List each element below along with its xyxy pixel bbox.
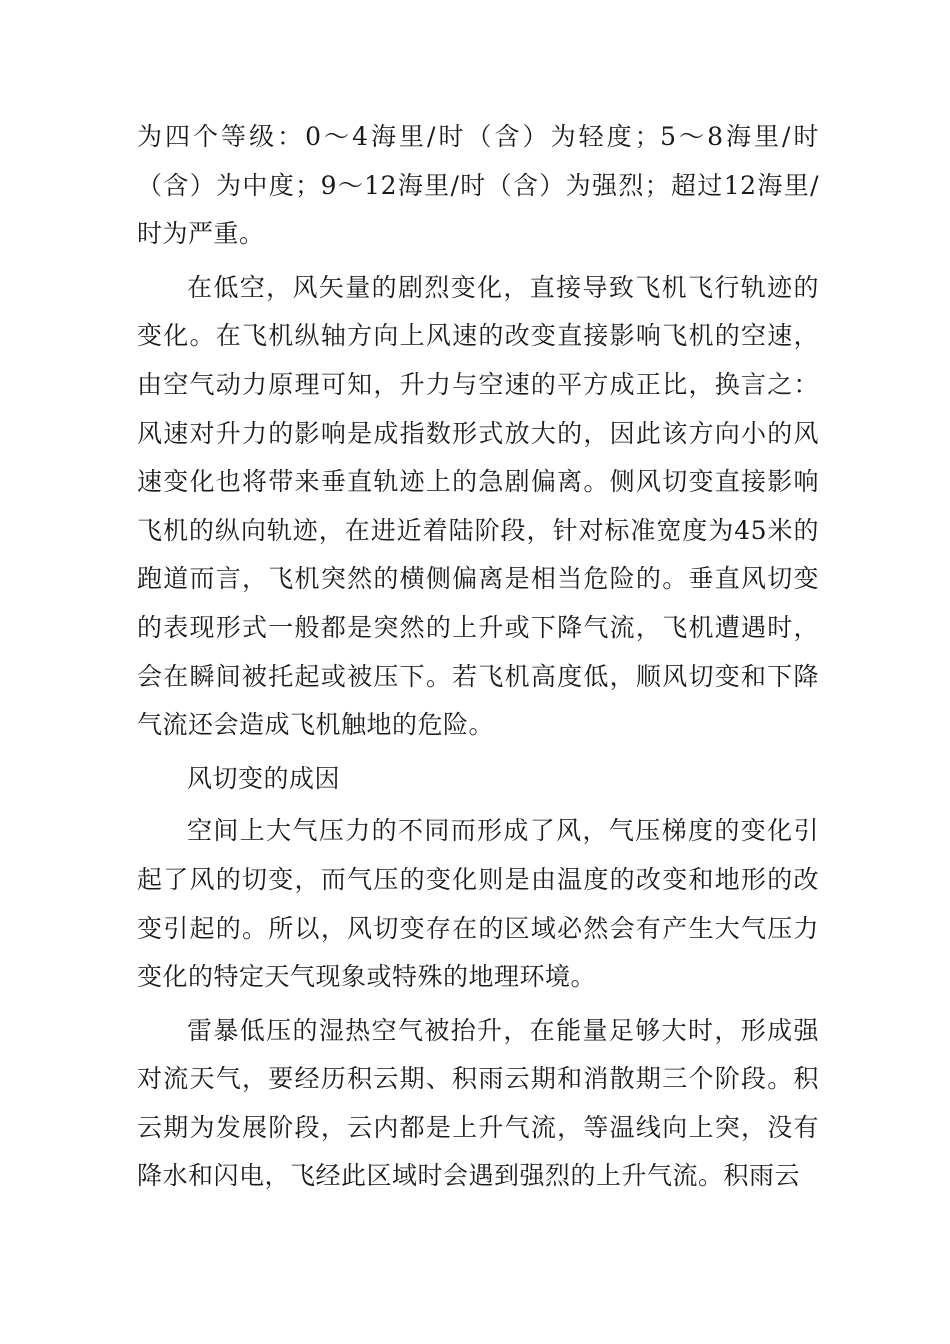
paragraph-low-altitude-effects: 在低空，风矢量的剧烈变化，直接导致飞机飞行轨迹的变化。在飞机纵轴方向上风速的改变直接影响飞机的空速，由空气动力原理可知，升力与空速的平方成正比，换言之：风速对升力的影响是成指数形式放大的，因此该方向小的风速变化也将带来垂直轨迹上的急剧偏离。侧风切变直接影响飞机的纵向轨迹，在进近着陆阶段，针对标准宽度为45米的跑道而言，飞机突然的横侧偏离是相当危险的。垂直风切变的表现形式一般都是突然的上升或下降气流，飞机遭遇时，会在瞬间被托起或被压下。若飞机高度低，顺风切变和下降气流还会造成飞机触地的危险。 [137,272,819,740]
paragraph-thunderstorm: 雷暴低压的湿热空气被抬升，在能量足够大时，形成强对流天气，要经历积云期、积雨云期和消散期三个阶段。积云期为发展阶段，云内都是上升气流，等温线向上突，没有降水和闪电，飞经此区域时会遇到强烈的上升气流。积雨云 [137,1015,819,1191]
paragraph-pressure-causes: 空间上大气压力的不同而形成了风，气压梯度的变化引起了风的切变，而气压的变化则是由温度的改变和地形的改变引起的。所以，风切变存在的区域必然会有产生大气压力变化的特定天气现象或特殊的地理环境。 [137,816,819,992]
paragraph-wind-shear-levels: 为四个等级：0～4海里/时（含）为轻度；5～8海里/时（含）为中度；9～12海里/时（含）为强烈；超过12海里/时为严重。 [137,122,819,249]
document-body [137,113,819,1206]
section-heading-causes: 风切变的成因 [187,763,341,793]
